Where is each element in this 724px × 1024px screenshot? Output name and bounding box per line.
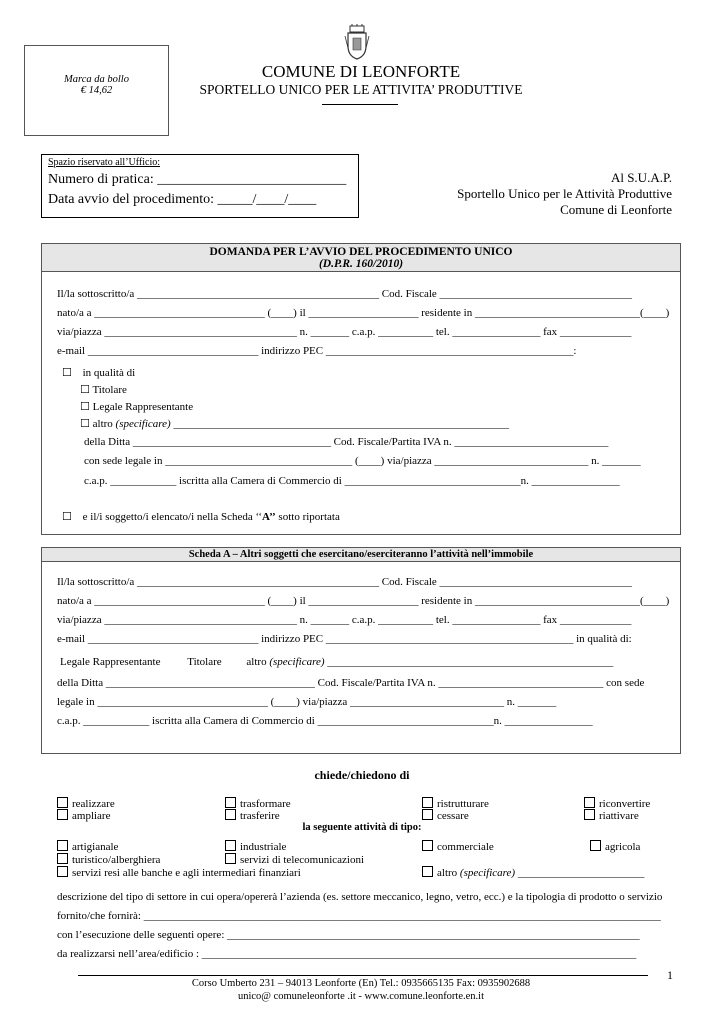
- altro-specificare: (specificare): [115, 418, 171, 430]
- scheda-a-checkbox[interactable]: [62, 511, 72, 523]
- opt-realizzare-label: realizzare: [72, 798, 115, 810]
- tipo-artigianale-label: artigianale: [72, 841, 119, 853]
- opt-riconvertire-checkbox[interactable]: [584, 797, 595, 808]
- tipo-commerciale-checkbox[interactable]: [422, 840, 433, 851]
- tipo-telecomunicazioni[interactable]: [225, 853, 364, 866]
- tipo-artigianale[interactable]: [57, 840, 118, 853]
- altro-label: altro: [92, 418, 113, 430]
- scheda-a-email-field[interactable]: e-mail _______________________________ indirizzo PEC _____________________________________________ in qualità di:: [57, 633, 632, 645]
- camera-commercio-field[interactable]: c.a.p. ____________ iscritta alla Camera di Commercio di ________________________________n. ________________: [84, 475, 620, 487]
- tipo-turistico-label: turistico/alberghiera: [72, 854, 161, 866]
- scheda-a-ditta-field[interactable]: della Ditta ______________________________________ Cod. Fiscale/Partita IVA n. ______________________________ con sede: [57, 677, 645, 689]
- fornito-field[interactable]: fornito/che fornirà: ______________________________________________________________________________________________: [57, 910, 661, 922]
- recipient-line3: Comune di Leonforte: [560, 202, 672, 217]
- header-divider: [322, 104, 398, 105]
- opt-trasferire-label: trasferire: [240, 810, 280, 822]
- scheda-a-row: [62, 510, 340, 523]
- altro-input[interactable]: _____________________________________________________________: [173, 418, 509, 430]
- tipo-agricola-checkbox[interactable]: [590, 840, 601, 851]
- recipient-block: [457, 170, 672, 218]
- tipo-altro-label: altro: [437, 867, 458, 879]
- tipo-artigianale-checkbox[interactable]: [57, 840, 68, 851]
- in-qualita-label: in qualità di: [82, 367, 136, 379]
- scheda-a-qualita-row: [60, 656, 613, 668]
- marca-da-bollo-label: Marca da bollo: [64, 74, 129, 85]
- opt-riconvertire-label: riconvertire: [599, 798, 651, 810]
- footer-address: Corso Umberto 231 – 94013 Leonforte (En) Tel.: 0935665135 Fax: 0935902688: [191, 978, 531, 989]
- data-avvio-field[interactable]: Data avvio del procedimento: _____/____/____: [48, 192, 317, 207]
- tipo-commerciale-label: commerciale: [437, 841, 494, 853]
- opt-trasferire[interactable]: [225, 809, 280, 822]
- in-qualita-row: [62, 366, 135, 379]
- opere-field[interactable]: con l’esecuzione delle seguenti opere: ___________________________________________________________________________: [57, 929, 640, 941]
- opt-ristrutturare-checkbox[interactable]: [422, 797, 433, 808]
- numero-pratica-field[interactable]: Numero di pratica: ___________________________: [48, 172, 347, 187]
- tipo-industriale-checkbox[interactable]: [225, 840, 236, 851]
- tipo-attivita-title: la seguente attività di tipo:: [302, 822, 422, 833]
- scheda-a-text-post: sotto riportata: [275, 511, 340, 523]
- tipo-altro-input[interactable]: _______________________: [517, 867, 645, 879]
- tipo-agricola-label: agricola: [605, 841, 641, 853]
- page-number: 1: [667, 968, 673, 982]
- scheda-a-legale-option[interactable]: Legale Rappresentante: [60, 656, 161, 668]
- footer-divider: [78, 975, 648, 976]
- opt-riattivare-label: riattivare: [599, 810, 639, 822]
- opt-ampliare[interactable]: [57, 809, 110, 822]
- marca-da-bollo-amount: € 14,62: [80, 85, 113, 96]
- opt-ristrutturare-label: ristrutturare: [437, 798, 489, 810]
- opt-trasformare-checkbox[interactable]: [225, 797, 236, 808]
- scheda-a-titolare-option[interactable]: Titolare: [187, 656, 222, 668]
- titolare-label: Titolare: [92, 384, 127, 396]
- coat-of-arms-icon: [344, 24, 370, 60]
- tipo-turistico-checkbox[interactable]: [57, 853, 68, 864]
- scheda-a-sede-field[interactable]: legale in _______________________________ (____) via/piazza ____________________________ n. _______: [57, 696, 557, 708]
- scheda-a-text-bold: A’’: [262, 511, 276, 523]
- scheda-a-indirizzo-field[interactable]: via/piazza ___________________________________ n. _______ c.a.p. __________ tel. ________________ fax _____________: [57, 614, 632, 626]
- tipo-turistico[interactable]: [57, 853, 160, 866]
- tipo-altro-specificare: (specificare): [459, 867, 516, 879]
- tipo-banche-checkbox[interactable]: [57, 866, 68, 877]
- opt-trasformare-label: trasformare: [240, 798, 291, 810]
- nascita-residenza-field[interactable]: nato/a a _______________________________ (____) il ____________________ residente in ______________________________(____): [57, 307, 670, 319]
- opt-cessare[interactable]: [422, 809, 469, 822]
- scheda-a-altro-input[interactable]: ____________________________________________________: [327, 656, 614, 668]
- scheda-a-title: Scheda A – Altri soggetti che esercitano/eserciteranno l’attività nell’immobile: [42, 548, 680, 562]
- area-field[interactable]: da realizzarsi nell’area/edificio : _______________________________________________________________________________: [57, 948, 637, 960]
- domanda-header: [42, 244, 680, 272]
- recipient-line1: Al S.U.A.P.: [610, 170, 672, 185]
- tipo-altro-checkbox[interactable]: [422, 866, 433, 877]
- scheda-a-altro-specificare: (specificare): [269, 656, 325, 668]
- titolare-checkbox[interactable]: [80, 384, 90, 396]
- scheda-a-camera-field[interactable]: c.a.p. ____________ iscritta alla Camera di Commercio di ________________________________n. ________________: [57, 715, 593, 727]
- tipo-telecomunicazioni-label: servizi di telecomunicazioni: [240, 854, 365, 866]
- altro-row: [80, 417, 509, 430]
- sottoscritto-field[interactable]: Il/la sottoscritto/a ____________________________________________ Cod. Fiscale ___________________________________: [57, 288, 633, 300]
- scheda-a-sottoscritto-field[interactable]: Il/la sottoscritto/a ____________________________________________ Cod. Fiscale ___________________________________: [57, 576, 633, 588]
- tipo-altro[interactable]: [422, 866, 644, 879]
- opt-cessare-checkbox[interactable]: [422, 809, 433, 820]
- tipo-commerciale[interactable]: [422, 840, 494, 853]
- scheda-a-section: [41, 547, 681, 754]
- legale-label: Legale Rappresentante: [92, 401, 194, 413]
- scheda-a-text-pre: e il/i soggetto/i elencato/i nella Scheda ‘‘: [82, 511, 263, 523]
- opt-trasferire-checkbox[interactable]: [225, 809, 236, 820]
- footer-contacts: unico@ comuneleonforte .it - www.comune.leonforte.en.it: [237, 991, 485, 1002]
- opt-ampliare-checkbox[interactable]: [57, 809, 68, 820]
- recipient-line2: Sportello Unico per le Attività Produttive: [457, 186, 672, 201]
- tipo-telecomunicazioni-checkbox[interactable]: [225, 853, 236, 864]
- sede-legale-field[interactable]: con sede legale in __________________________________ (____) via/piazza ____________________________ n. _______: [84, 455, 641, 467]
- domanda-section: [41, 243, 681, 535]
- indirizzo-field[interactable]: via/piazza ___________________________________ n. _______ c.a.p. __________ tel. ________________ fax _____________: [57, 326, 632, 338]
- tipo-industriale-label: industriale: [240, 841, 287, 853]
- scheda-a-nascita-field[interactable]: nato/a a _______________________________ (____) il ____________________ residente in ______________________________(____): [57, 595, 670, 607]
- opt-cessare-label: cessare: [437, 810, 469, 822]
- opt-riattivare[interactable]: [584, 809, 639, 822]
- marca-da-bollo-box: [24, 45, 169, 136]
- opt-ampliare-label: ampliare: [72, 810, 111, 822]
- domanda-title: DOMANDA PER L’AVVIO DEL PROCEDIMENTO UNICO: [209, 246, 513, 258]
- tipo-banche-label: servizi resi alle banche e agli intermediari finanziari: [72, 867, 301, 879]
- tipo-industriale[interactable]: [225, 840, 286, 853]
- in-qualita-checkbox[interactable]: [62, 367, 72, 379]
- descrizione-text: descrizione del tipo di settore in cui opera/opererà l’azienda (es. settore meccanico, legno, vetro, ecc.) e la tipologia di prodotto o servizio: [57, 891, 663, 903]
- office-reserved-box: [41, 154, 359, 218]
- opt-realizzare-checkbox[interactable]: [57, 797, 68, 808]
- tipo-banche[interactable]: [57, 866, 301, 879]
- header-title: COMUNE DI LEONFORTE: [261, 62, 461, 81]
- legale-checkbox[interactable]: [80, 401, 90, 413]
- header-subtitle: SPORTELLO UNICO PER LE ATTIVITA’ PRODUTTIVE: [199, 82, 523, 97]
- office-reserved-caption: Spazio riservato all’Ufficio:: [48, 157, 161, 168]
- altro-checkbox[interactable]: [80, 418, 90, 430]
- titolare-row: [80, 383, 127, 396]
- domanda-subtitle: (D.P.R. 160/2010): [318, 258, 404, 270]
- chiede-title: chiede/chiedono di: [314, 768, 410, 782]
- opt-riattivare-checkbox[interactable]: [584, 809, 595, 820]
- legale-row: [80, 400, 193, 413]
- tipo-agricola[interactable]: [590, 840, 640, 853]
- ditta-field[interactable]: della Ditta ____________________________________ Cod. Fiscale/Partita IVA n. ____________________________: [84, 436, 609, 448]
- scheda-a-altro-option[interactable]: altro: [246, 656, 267, 668]
- email-pec-field[interactable]: e-mail _______________________________ indirizzo PEC _____________________________________________:: [57, 345, 577, 357]
